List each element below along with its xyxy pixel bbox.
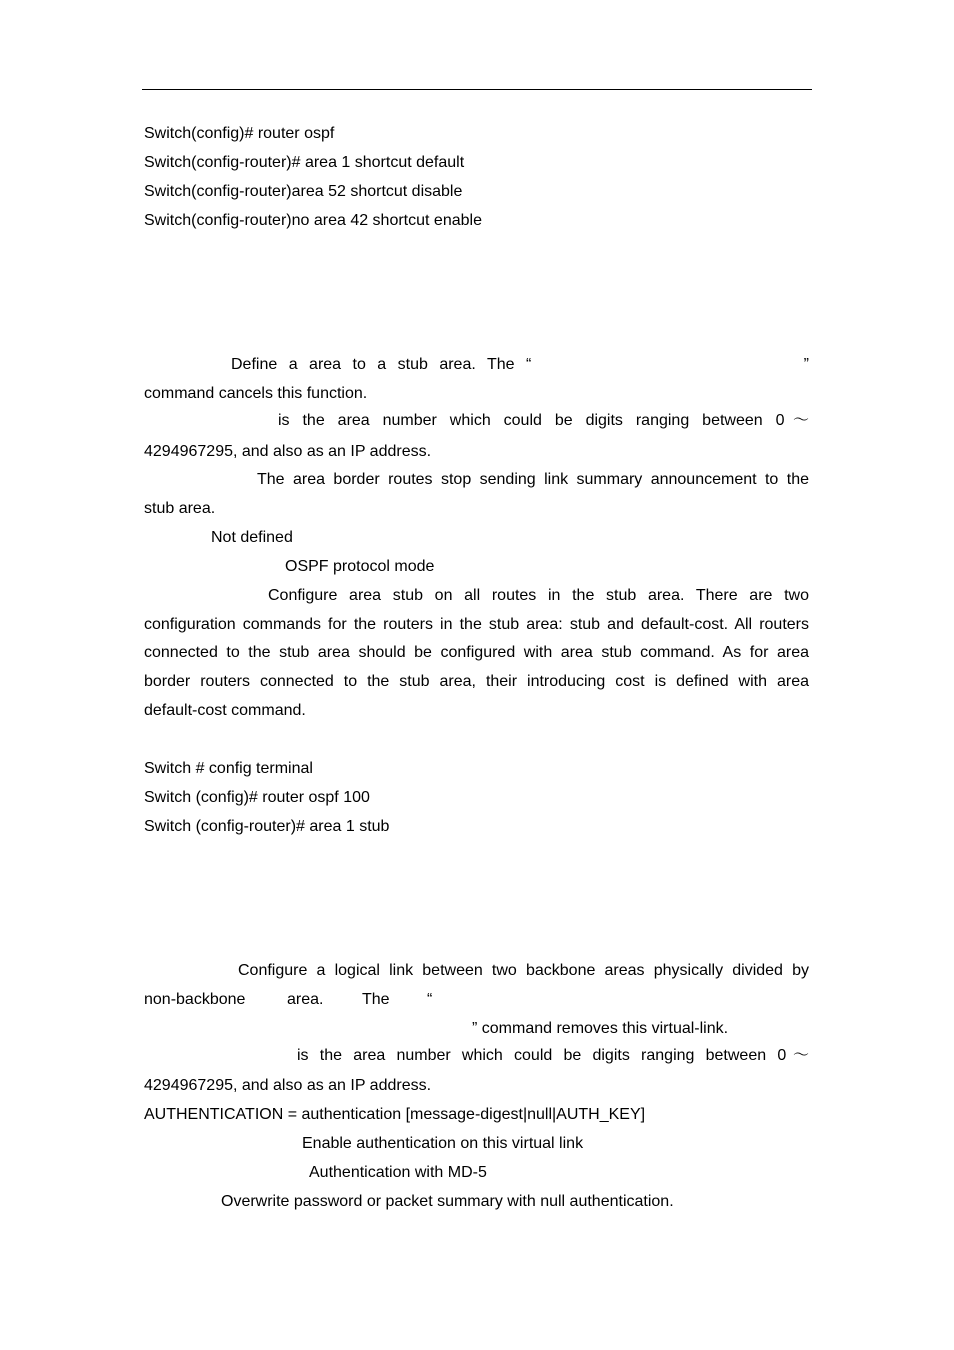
vlink-parameter: is the area number which could be digits ranging between 0～ (297, 1047, 809, 1064)
stub-function-end: ” (803, 356, 809, 373)
stub-parameter-cont: 4294967295, and also as an IP address. (144, 443, 432, 460)
header-rule (142, 89, 812, 90)
code-line: Switch(config)# router ospf (144, 125, 335, 142)
vlink-authentication: AUTHENTICATION = authentication [message-digest|null|AUTH_KEY] (144, 1106, 646, 1123)
code-line: Switch(config-router)no area 42 shortcut enable (144, 212, 482, 229)
stub-default: Not defined (211, 529, 293, 546)
stub-usage-line: connected to the stub area should be configured with area stub command. As for area (144, 644, 809, 661)
vlink-function-end: ” command removes this virtual-link. (472, 1020, 729, 1037)
vlink-parameter-cont: 4294967295, and also as an IP address. (144, 1077, 432, 1094)
stub-function (231, 355, 809, 375)
code-line: Switch(config-router)# area 1 shortcut default (144, 154, 465, 171)
stub-explanation: The area border routes stop sending link summary announcement to the (257, 471, 809, 488)
stub-mode: OSPF protocol mode (285, 558, 435, 575)
stub-explanation-cont: stub area. (144, 500, 216, 517)
stub-usage-line: Configure area stub on all routes in the stub area. There are two (268, 587, 809, 604)
code-line: Switch (config)# router ospf 100 (144, 789, 370, 806)
vlink-word: “ (427, 991, 433, 1008)
vlink-auth-null: Overwrite password or packet summary with null authentication. (221, 1193, 674, 1210)
stub-usage-line: default-cost command. (144, 702, 306, 719)
code-line: Switch(config-router)area 52 shortcut disable (144, 183, 463, 200)
vlink-word: area. (287, 991, 324, 1008)
stub-usage-line: border routers connected to the stub area, their introducing cost is defined with area (144, 673, 809, 690)
stub-usage-line: configuration commands for the routers in the stub area: stub and default-cost. All routers (144, 616, 809, 633)
stub-function-cont: command cancels this function. (144, 385, 368, 402)
vlink-word: non-backbone (144, 991, 246, 1008)
code-line: Switch (config-router)# area 1 stub (144, 818, 390, 835)
vlink-auth-md5: Authentication with MD-5 (309, 1164, 487, 1181)
vlink-word: The (362, 991, 390, 1008)
vlink-auth-enable: Enable authentication on this virtual link (302, 1135, 584, 1152)
code-line: Switch # config terminal (144, 760, 313, 777)
vlink-function: Configure a logical link between two backbone areas physically divided by (238, 962, 809, 979)
stub-function-start: Define a area to a stub area. The “ (231, 356, 532, 373)
stub-parameter: is the area number which could be digits ranging between 0～ (278, 412, 809, 429)
